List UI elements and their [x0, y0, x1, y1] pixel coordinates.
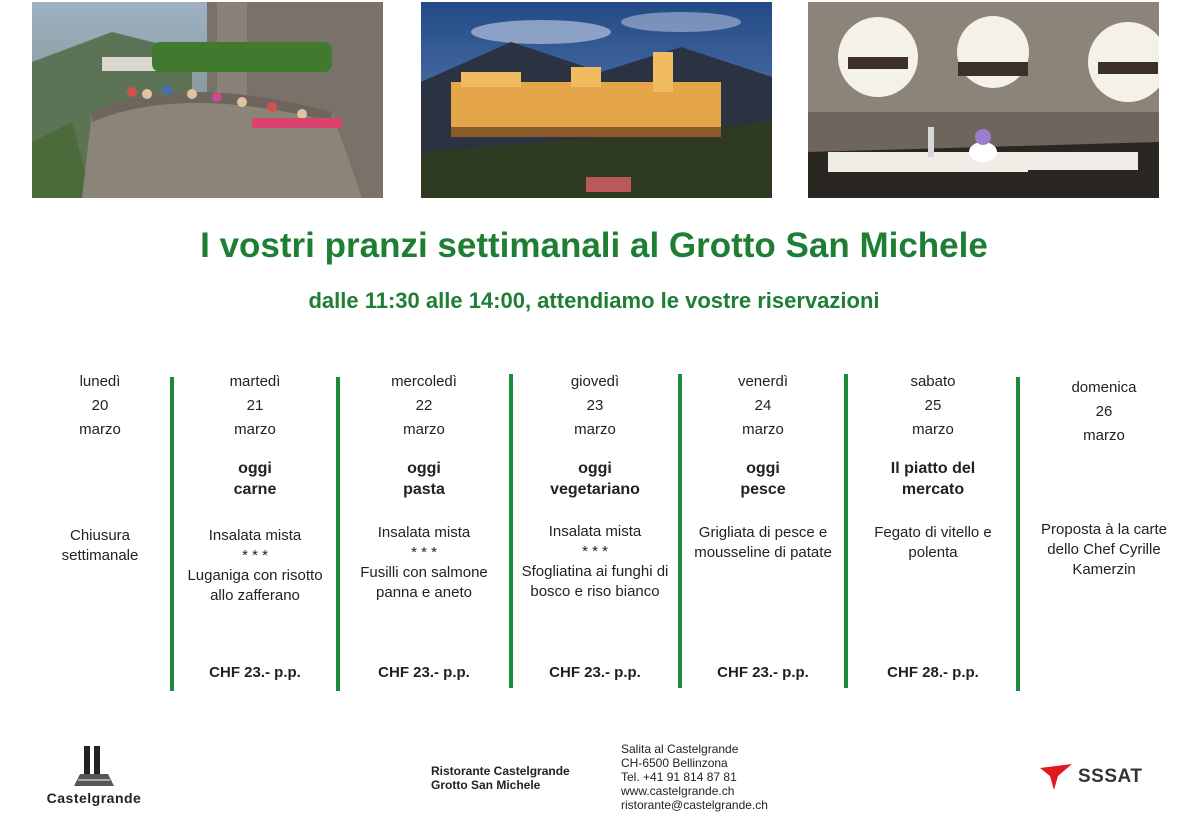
day-column-monday: [18, 370, 182, 566]
address-email[interactable]: ristorante@castelgrande.ch: [621, 798, 768, 812]
address-street: Salita al Castelgrande: [621, 742, 739, 756]
partner-name: SSSAT: [1078, 766, 1143, 787]
day-date: 21: [246, 397, 264, 414]
day-column-sunday: [1022, 376, 1186, 580]
page-subtitle: dalle 11:30 alle 14:00, attendiamo le vostre riservazioni: [308, 288, 880, 313]
menu-dish: Fegato di vitello e polenta: [874, 524, 992, 561]
day-column-tuesday: [173, 370, 337, 681]
page-title: I vostri pranzi settimanali al Grotto San Michele: [200, 226, 988, 265]
day-date: 26: [1095, 403, 1113, 420]
column-divider: [844, 374, 848, 688]
menu-dish: Chiusura settimanale: [61, 527, 139, 564]
menu-category: [18, 458, 182, 500]
weekday: venerdì: [737, 373, 789, 390]
menu-category: oggi carne: [233, 460, 277, 498]
day-column-saturday: [851, 370, 1015, 681]
menu-dish: Proposta à la carte dello Chef Cyrille Kamerzin: [1041, 521, 1167, 578]
menu-price: CHF 23.- p.p.: [378, 664, 470, 681]
day-column-friday: [681, 370, 845, 681]
castle-terrace-photo: [32, 2, 383, 198]
day-month: marzo: [1083, 427, 1125, 444]
day-month: marzo: [912, 421, 954, 438]
menu-dish: Grigliata di pesce e mousseline di patate: [694, 524, 832, 561]
weekday: giovedì: [570, 373, 620, 390]
menu-dish: Insalata mista * * * Luganiga con risotto allo zafferano: [187, 527, 323, 604]
day-month: marzo: [574, 421, 616, 438]
day-date: 23: [586, 397, 604, 414]
menu-dish: Insalata mista * * * Fusilli con salmone panna e aneto: [360, 524, 488, 601]
day-date: 24: [754, 397, 772, 414]
menu-category: oggi pasta: [403, 460, 445, 498]
sssat-mark-icon: [1038, 762, 1074, 792]
menu-category: Il piatto del mercato: [890, 460, 976, 498]
menu-category: oggi vegetariano: [550, 460, 640, 498]
day-month: marzo: [742, 421, 784, 438]
column-divider: [1016, 377, 1020, 691]
menu-price: CHF 28.- p.p.: [887, 664, 979, 681]
column-divider: [336, 377, 340, 691]
day-column-wednesday: [342, 370, 506, 681]
weekday: martedì: [229, 373, 281, 390]
menu-price: CHF 23.- p.p.: [717, 664, 809, 681]
cellar-dining-photo: [808, 2, 1159, 198]
restaurant-line-1: Ristorante Castelgrande: [431, 764, 570, 778]
weekday: mercoledì: [391, 373, 457, 390]
menu-dish: Insalata mista * * * Sfogliatina ai funghi di bosco e riso bianco: [521, 523, 669, 600]
castelgrande-logo: [42, 746, 146, 806]
sssat-logo: [1038, 762, 1142, 792]
restaurant-name: [431, 764, 570, 792]
logo-name: Castelgrande: [46, 790, 142, 806]
menu-category: [1022, 464, 1186, 506]
castle-night-photo: [421, 2, 772, 198]
day-month: marzo: [403, 421, 445, 438]
address-website[interactable]: www.castelgrande.ch: [621, 784, 735, 798]
restaurant-line-2: Grotto San Michele: [431, 778, 541, 792]
menu-category: oggi pesce: [740, 460, 786, 498]
day-column-thursday: [513, 370, 677, 681]
castle-tower-icon: [72, 746, 116, 786]
day-month: marzo: [79, 421, 121, 438]
day-date: 20: [91, 397, 109, 414]
address-phone: Tel. +41 91 814 87 81: [621, 770, 737, 784]
day-month: marzo: [234, 421, 276, 438]
day-date: 25: [924, 397, 942, 414]
menu-price: CHF 23.- p.p.: [549, 664, 641, 681]
address-city: CH-6500 Bellinzona: [621, 756, 728, 770]
day-date: 22: [415, 397, 433, 414]
menu-price: CHF 23.- p.p.: [209, 664, 301, 681]
weekday: sabato: [910, 373, 956, 390]
address-block: [621, 742, 768, 812]
weekday: domenica: [1071, 379, 1137, 396]
weekday: lunedì: [79, 373, 121, 390]
